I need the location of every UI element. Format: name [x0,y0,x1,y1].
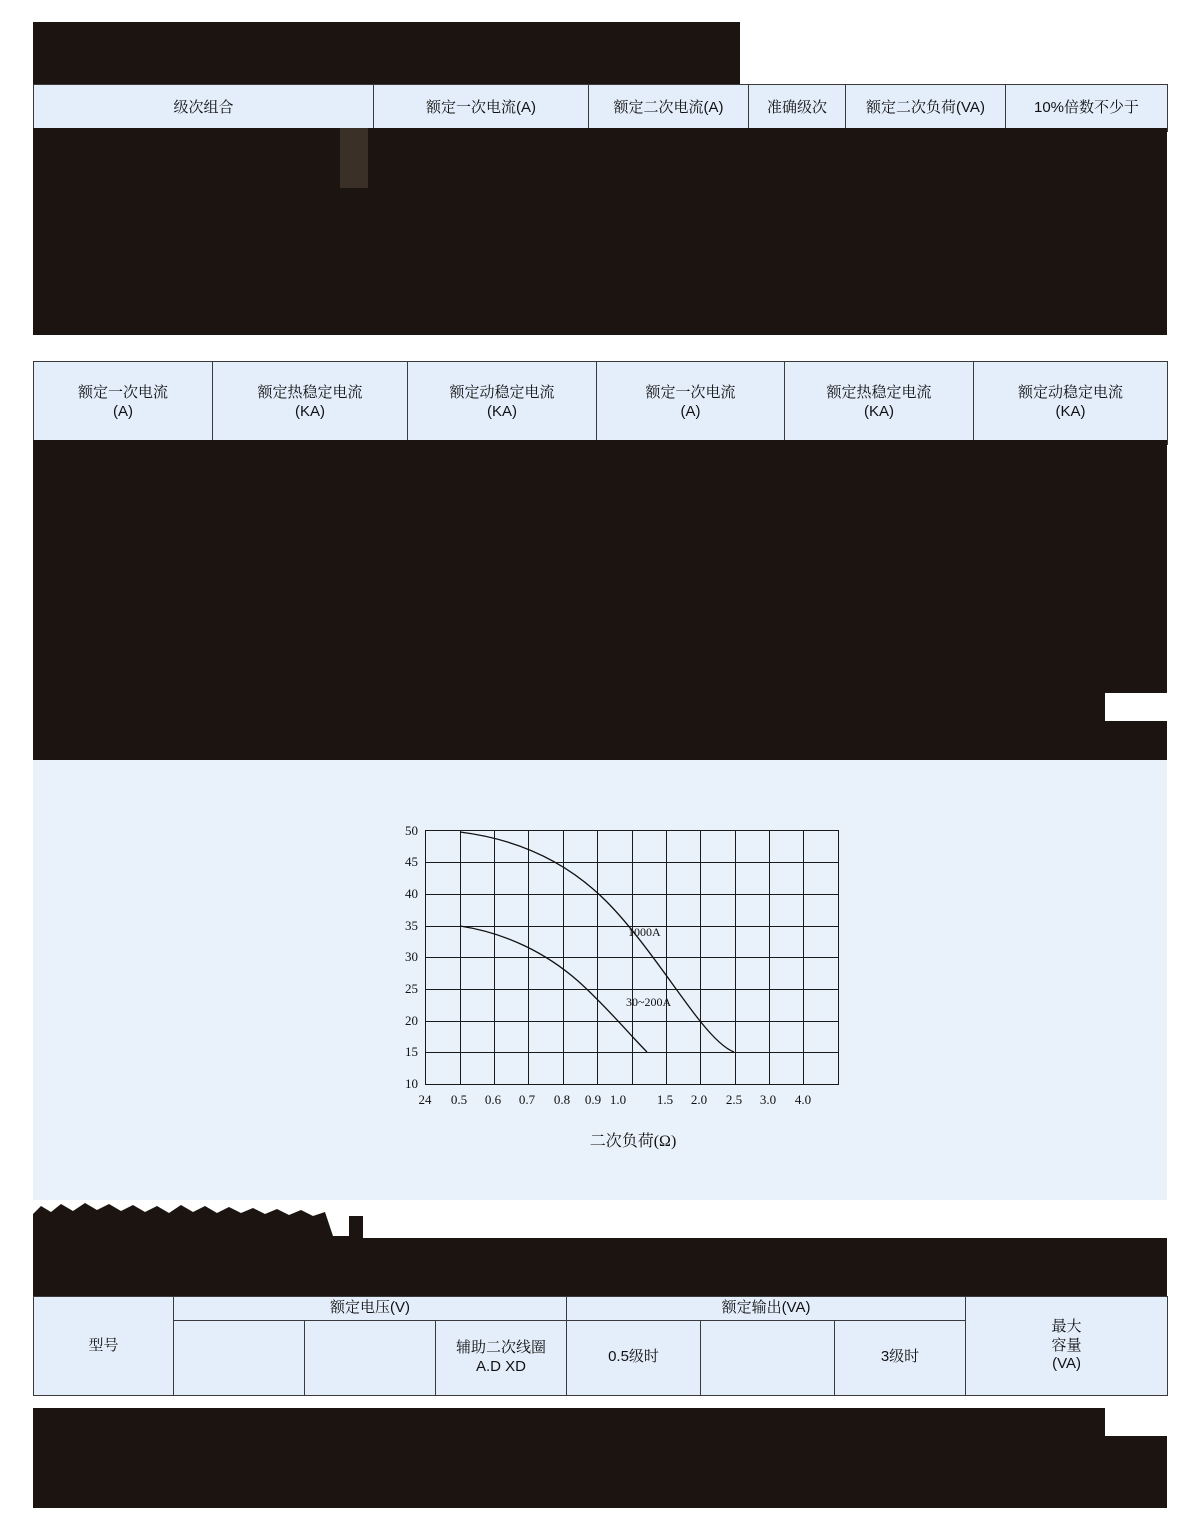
header-line-2: (KA) [295,403,325,420]
x-tick-0-6: 0.6 [484,1092,502,1107]
y-tick-40: 40 [405,886,418,901]
header-line-2: (KA) [487,403,517,420]
table-grade-combination [33,84,1168,132]
y-tick-20: 20 [405,1013,418,1028]
column-header-rated-primary-current-2 [597,362,785,445]
aux-coil-line-2: A.D XD [475,1357,526,1375]
column-header-rated-voltage: 额定电压(V) [174,1297,567,1321]
y-tick-35: 35 [405,918,418,933]
header-line-1: 额定一次电流 [645,384,736,402]
y-tick-15: 15 [405,1044,418,1059]
curve-1000A [460,832,734,1052]
header-line-2: (KA) [1055,403,1086,420]
column-header-model: 型号 [34,1297,174,1396]
column-header-voltage-blank-1 [174,1320,305,1395]
y-tick-50: 50 [405,823,418,838]
chart-curves [426,831,838,1084]
max-capacity-line-2: 容量 [1051,1336,1082,1354]
redacted-block-top [33,22,740,84]
column-header-rated-secondary-burden: 额定二次负荷(VA) [846,85,1006,132]
curve-30-200A [460,926,647,1052]
column-header-rated-secondary-current: 额定二次电流(A) [589,85,749,132]
header-line-2: (KA) [864,403,894,420]
redacted-block-table2-body [33,440,1167,760]
table-header-row [34,362,1168,445]
header-line-1: 额定动稳定电流 [449,384,555,402]
column-header-max-capacity [966,1297,1168,1396]
x-tick-4-0: 4.0 [794,1092,812,1107]
x-tick-1-0: 1.0 [609,1092,627,1107]
table-stability-currents [33,361,1168,445]
column-header-thermal-stability-current-1 [213,362,408,445]
max-capacity-line-3: (VA) [1052,1355,1081,1373]
column-header-ten-percent-multiple: 10%倍数不少于 [1006,85,1168,132]
header-line-1: 额定一次电流 [77,384,168,402]
redacted-notch-table1 [340,128,368,188]
column-header-class-0-5: 0.5级时 [567,1320,701,1395]
redacted-block-table3-body [33,1408,1167,1508]
annotation-30-200A: 30~200A [626,995,672,1009]
redacted-notch-right [1105,693,1167,721]
column-header-accuracy-class: 准确级次 [749,85,846,132]
column-header-dynamic-stability-current-1 [408,362,597,445]
x-tick-2-0: 2.0 [690,1092,708,1107]
x-tick-0-9: 0.9 [584,1092,602,1107]
ten-percent-multiple-chart [388,823,858,1150]
header-line-2: (A) [680,403,701,420]
y-tick-30: 30 [405,949,418,964]
table-header-row [34,85,1168,132]
table-header-group-row [34,1297,1168,1321]
column-header-dynamic-stability-current-2 [974,362,1168,445]
column-header-output-blank [701,1320,835,1395]
x-tick-3-0: 3.0 [759,1092,777,1107]
header-line-1: 额定热稳定电流 [826,384,932,402]
x-tick-0-5: 0.5 [450,1092,468,1107]
chart-panel [33,760,1167,1200]
column-header-rated-output: 额定输出(VA) [567,1297,966,1321]
header-line-1: 额定动稳定电流 [1017,384,1123,402]
x-tick-0-8: 0.8 [553,1092,571,1107]
column-header-grade-combination: 级次组合 [34,85,374,132]
column-header-class-3: 3级时 [835,1320,966,1395]
y-tick-10: 10 [405,1076,418,1091]
redacted-block-ragged [33,1196,1167,1296]
chart-plot-area [425,830,839,1085]
table-rated-voltage-output [33,1296,1168,1396]
column-header-rated-primary-current-1 [34,362,213,445]
y-tick-45: 45 [405,854,418,869]
column-header-thermal-stability-current-2 [785,362,974,445]
x-tick-2-5: 2.5 [725,1092,743,1107]
column-header-aux-secondary-coil [436,1320,567,1395]
x-tick-24: 24 [418,1092,432,1107]
x-tick-1-5: 1.5 [656,1092,674,1107]
x-tick-0-7: 0.7 [518,1092,536,1107]
aux-coil-line-1: 辅助二次线圈 [455,1339,546,1356]
chart-x-axis-title: 二次负荷(Ω) [589,1133,677,1150]
redacted-block-table1-body [33,128,1167,335]
column-header-voltage-blank-2 [305,1320,436,1395]
redacted-notch-bottom-right [1105,1408,1167,1436]
header-line-2: (A) [113,403,133,420]
y-tick-25: 25 [405,981,418,996]
header-line-1: 额定热稳定电流 [257,384,363,402]
annotation-1000A: 1000A [628,925,661,939]
max-capacity-line-1: 最大 [1051,1317,1082,1335]
column-header-rated-primary-current: 额定一次电流(A) [374,85,589,132]
